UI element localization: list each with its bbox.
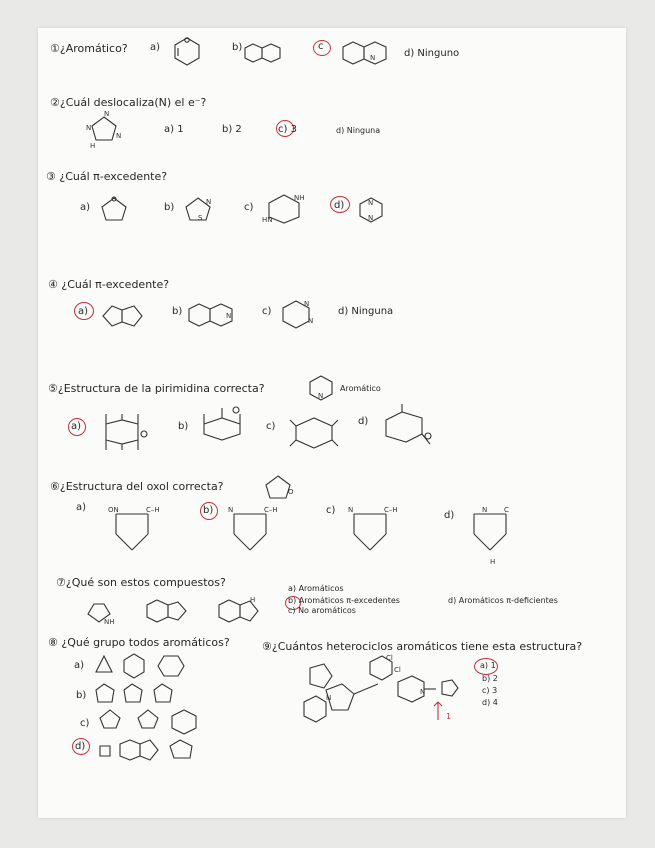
q9-option-b: b) 2 xyxy=(482,674,498,683)
q3-option-d: d) xyxy=(334,200,345,211)
question-9-text: ⑨¿Cuántos heterociclos aromáticos tiene esta estructura? xyxy=(262,640,583,653)
svg-text:N: N xyxy=(104,110,110,118)
q7-option-a: a) Aromáticos xyxy=(288,584,344,593)
svg-text:N: N xyxy=(348,506,354,514)
q3-option-a: a) xyxy=(80,202,91,213)
question-8-text: ⑧ ¿Qué grupo todos aromáticos? xyxy=(48,636,230,649)
q2-option-a: a) 1 xyxy=(164,124,184,135)
q1-option-c: c xyxy=(318,41,324,52)
svg-text:N: N xyxy=(308,317,314,325)
q7-option-c: c) No aromáticos xyxy=(288,606,356,615)
q8-molecules-a xyxy=(94,652,200,678)
q8-option-c: c) xyxy=(80,718,90,729)
q5-structure-a xyxy=(92,414,152,450)
svg-text:C–H: C–H xyxy=(264,506,278,514)
svg-text:S: S xyxy=(198,214,203,222)
q8-option-d: d) xyxy=(75,741,86,752)
question-6-text: ⑥¿Estructura del oxol correcta? xyxy=(50,480,224,493)
q1-option-d: d) Ninguno xyxy=(404,48,460,59)
q7-option-d: d) Aromáticos π-deficientes xyxy=(448,596,558,605)
q3-option-c: c) xyxy=(244,202,254,213)
q5-option-c: c) xyxy=(266,421,276,432)
q7-option-b: b) Aromáticos π-excedentes xyxy=(288,596,400,605)
svg-text:O: O xyxy=(288,488,294,496)
q8-option-b: b) xyxy=(76,690,87,701)
question-4-text: ④ ¿Cuál π-excedente? xyxy=(48,278,170,291)
q5-tag: Aromático xyxy=(340,384,381,393)
q6-structure-d xyxy=(454,500,534,566)
q1-option-a: a) xyxy=(150,42,161,53)
q5-structure-b xyxy=(196,404,252,446)
q9-option-c: c) 3 xyxy=(482,686,498,695)
svg-text:N: N xyxy=(304,300,310,308)
svg-text:C: C xyxy=(504,506,509,514)
q5-option-a: a) xyxy=(71,421,82,432)
question-1-text: ①¿Aromático? xyxy=(50,42,128,55)
q3-molecule-d xyxy=(358,196,384,224)
q3-molecule-b xyxy=(184,196,214,222)
q8-option-a: a) xyxy=(74,660,85,671)
svg-text:N: N xyxy=(370,54,376,62)
q9-note: 1 xyxy=(446,712,452,721)
svg-text:H: H xyxy=(490,558,496,566)
svg-text:N: N xyxy=(228,506,234,514)
q8-molecules-d xyxy=(94,734,204,764)
q2-option-c: c) 3 xyxy=(278,124,297,135)
q1-molecule-a xyxy=(172,36,202,66)
q4-molecule-c xyxy=(280,298,314,330)
q3-molecule-c xyxy=(262,192,306,224)
svg-text:N: N xyxy=(318,392,324,400)
svg-text:NH: NH xyxy=(104,618,115,626)
svg-text:C–H: C–H xyxy=(384,506,398,514)
q1-option-b: b) xyxy=(232,42,243,53)
q4-option-c: c) xyxy=(262,306,272,317)
q7-molecule-3 xyxy=(218,596,264,624)
question-2-text: ②¿Cuál deslocaliza(N) el e⁻? xyxy=(50,96,207,109)
q6-option-a: a) xyxy=(76,502,87,513)
svg-text:N: N xyxy=(206,198,212,206)
q1-molecule-c xyxy=(342,40,392,66)
q6-structure-c xyxy=(334,500,414,560)
svg-text:N: N xyxy=(368,199,374,207)
svg-text:H: H xyxy=(250,596,256,604)
q4-option-b: b) xyxy=(172,306,183,317)
q8-molecules-c xyxy=(96,706,206,736)
svg-text:C–H: C–H xyxy=(146,506,160,514)
q2-molecule xyxy=(84,112,124,148)
q6-structure-a xyxy=(96,500,176,556)
svg-text:Cl: Cl xyxy=(386,654,393,662)
question-7-text: ⑦¿Qué son estos compuestos? xyxy=(56,576,226,589)
q9-option-a: a) 1 xyxy=(480,661,496,670)
q5-pyrimidine-icon xyxy=(308,374,334,400)
q5-structure-c xyxy=(286,412,342,452)
svg-text:HN: HN xyxy=(262,216,273,224)
q6-oxol-icon xyxy=(264,474,292,500)
q9-option-d: d) 4 xyxy=(482,698,498,707)
q6-option-b: b) xyxy=(203,505,214,516)
svg-text:Cl: Cl xyxy=(394,666,401,674)
q4-molecule-b xyxy=(188,302,236,328)
question-5-text: ⑤¿Estructura de la pirimidina correcta? xyxy=(48,382,265,395)
q1-molecule-b xyxy=(244,42,284,64)
q2-option-d: d) Ninguna xyxy=(336,126,381,135)
svg-text:N: N xyxy=(420,688,426,696)
q7-molecule-1 xyxy=(84,600,114,624)
q4-option-a: a) xyxy=(78,306,89,317)
svg-text:N: N xyxy=(482,506,488,514)
q6-structure-b xyxy=(214,500,294,556)
q4-molecule-a xyxy=(100,302,144,328)
q3-option-b: b) xyxy=(164,202,175,213)
q6-option-c: c) xyxy=(326,505,336,516)
svg-text:NH: NH xyxy=(294,194,305,202)
q3-molecule-a xyxy=(100,196,128,222)
svg-text:ON: ON xyxy=(108,506,119,514)
q6-option-d: d) xyxy=(444,510,455,521)
svg-text:N: N xyxy=(86,124,92,132)
q8-molecules-b xyxy=(94,680,200,706)
svg-text:H: H xyxy=(90,142,96,150)
svg-text:N: N xyxy=(116,132,122,140)
q2-option-b: b) 2 xyxy=(222,124,242,135)
svg-text:N: N xyxy=(368,214,374,222)
q4-option-d: d) Ninguna xyxy=(338,306,394,317)
q5-structure-d xyxy=(378,404,438,450)
svg-text:N: N xyxy=(326,694,332,702)
question-3-text: ③ ¿Cuál π-excedente? xyxy=(46,170,168,183)
q7-molecule-2 xyxy=(146,598,196,624)
q5-option-b: b) xyxy=(178,421,189,432)
svg-text:N: N xyxy=(226,312,232,320)
q5-option-d: d) xyxy=(358,416,369,427)
